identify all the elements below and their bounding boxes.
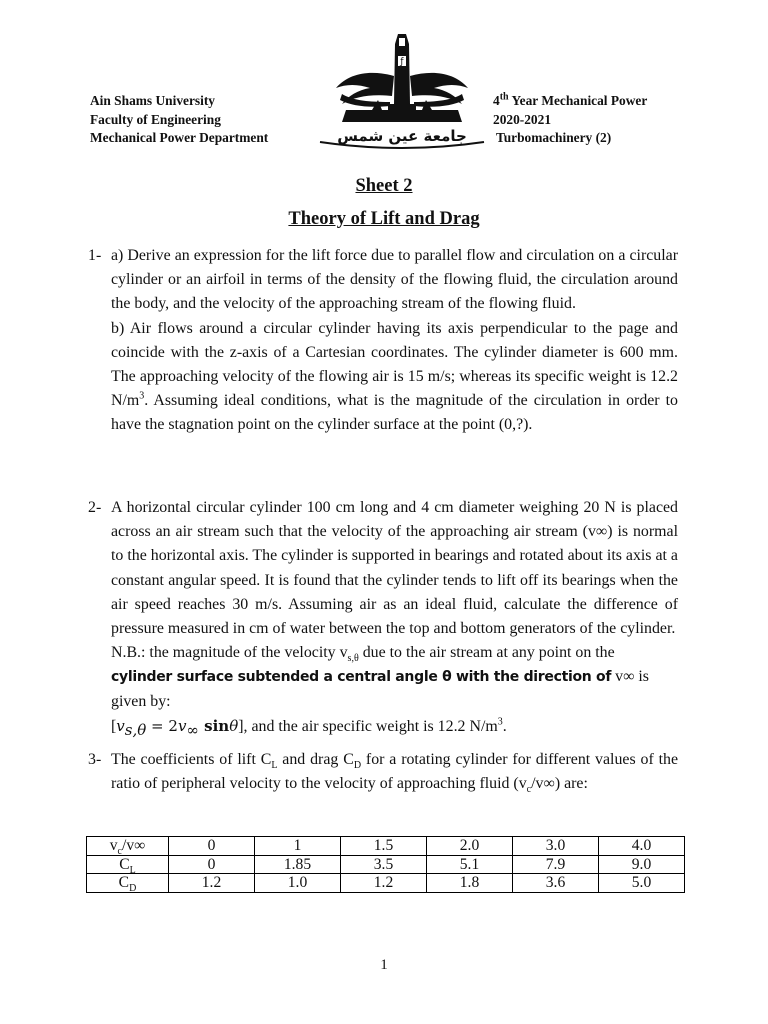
q3-part2: and drag C — [277, 751, 354, 768]
year-suffix: th — [499, 91, 509, 103]
velocity-subscript: s,θ — [347, 653, 359, 665]
table-cell: 1.0 — [255, 874, 341, 893]
year-program-text: Year Mechanical Power — [508, 93, 648, 108]
university-header — [90, 92, 268, 148]
eq-freestream-velocity: v — [177, 716, 187, 735]
table-cell: 0 — [169, 837, 255, 856]
academic-session: 2020-2021 — [493, 111, 552, 127]
question-number: 1- — [88, 247, 102, 264]
eq-bracket-open: [ — [111, 717, 117, 735]
row-label-main: C — [119, 855, 130, 873]
q3-part3: for a rotating cylinder for different values of the ratio of peripheral velocity to the velocity of approaching fluid (v — [111, 751, 679, 793]
drag-subscript: D — [353, 760, 362, 772]
table-cell: 1.85 — [255, 855, 341, 874]
eq-equals-two: = 2 — [146, 716, 178, 735]
university-name: Ain Shams University — [90, 93, 215, 108]
logo-arabic-text: جامعة عين شمس — [337, 127, 467, 145]
table-cell: 5.0 — [599, 874, 685, 893]
table-cell: 3.6 — [513, 874, 599, 893]
eq-velocity-subscript: s,θ — [124, 721, 147, 739]
question-2-text: A horizontal circular cylinder 100 cm long and 4 cm diameter weighing 20 N is placed across an air stream such that the velocity of the approaching air stream (v∞) is normal to the horizontal axis. The cylinder is supported in bearings and rotated about its axis at a constant angular speed. It is found that the cylinder tends to lift off its bearings when the air speed reaches 30 m/s. Assuming air as an ideal fluid, calculate the difference of pressure measured in cm of water between the top and bottom generators of the cylinder. — [111, 499, 678, 638]
topic-title: Theory of Lift and Drag — [288, 209, 480, 229]
question-2-note-cont — [111, 665, 678, 713]
row-label — [87, 855, 169, 874]
row-label-subscript: D — [129, 883, 137, 895]
question-2-equation — [111, 714, 678, 739]
coefficients-table — [86, 836, 685, 893]
question-1a-text: a) Derive an expression for the lift force due to parallel flow and circulation on a circular cylinder or an airfoil in terms of the density of the flowing fluid, the circulation around the body, and the velocity of the approaching stream of the flowing fluid. — [111, 247, 678, 313]
row-label-subscript: c — [117, 846, 122, 858]
question-number: 3- — [88, 751, 102, 768]
row-label — [87, 874, 169, 893]
eq-infinity-subscript: ∞ — [186, 721, 199, 739]
eq-theta: θ — [229, 716, 239, 735]
year-number: 4 — [493, 93, 500, 108]
table-row — [87, 837, 685, 856]
question-1b-text — [111, 317, 678, 438]
table-cell: 1.2 — [341, 874, 427, 893]
question-1b-part2: . Assuming ideal conditions, what is the magnitude of the circulation in order to have the stagnation point on the cylinder surface at the point (0,?). — [111, 392, 678, 434]
page-number: 1 — [380, 957, 388, 973]
department-name: Mechanical Power Department — [90, 130, 269, 145]
q3-part4: /v∞) are: — [531, 775, 588, 793]
table-cell: 4.0 — [599, 837, 685, 856]
eq-velocity: v — [116, 716, 125, 735]
table-cell: 9.0 — [599, 855, 685, 874]
table-row — [87, 855, 685, 874]
row-label-subscript: L — [129, 864, 136, 876]
sheet-title: Sheet 2 — [355, 176, 413, 196]
question-2 — [88, 496, 678, 739]
course-header — [493, 92, 647, 148]
question-2-note — [111, 641, 678, 665]
university-logo — [312, 30, 492, 156]
question-number: 2- — [88, 499, 102, 516]
q3-part1: The coefficients of lift C — [111, 751, 272, 768]
note-bold-text: cylinder surface subtended a central angle θ with the direction of — [111, 669, 612, 686]
question-3 — [88, 748, 678, 796]
exponent: 3 — [139, 390, 145, 402]
table-cell: 1.5 — [341, 837, 427, 856]
table-cell: 1 — [255, 837, 341, 856]
note-part3: v∞ is given by: — [111, 668, 649, 710]
faculty-name: Faculty of Engineering — [90, 111, 221, 127]
row-label-rest: /v∞ — [122, 837, 146, 855]
course-name: Turbomachinery (2) — [496, 130, 612, 145]
row-label-main: C — [118, 874, 130, 892]
eq-sin: sin — [198, 716, 230, 735]
table-cell: 3.0 — [513, 837, 599, 856]
table-cell: 3.5 — [341, 855, 427, 874]
table-cell: 1.8 — [427, 874, 513, 893]
table-cell: 7.9 — [513, 855, 599, 874]
table-cell: 5.1 — [427, 855, 513, 874]
question-3-text — [111, 748, 678, 796]
table-row — [87, 874, 685, 893]
question-1 — [88, 244, 678, 438]
table-cell: 1.2 — [169, 874, 255, 893]
peripheral-subscript: c — [526, 784, 532, 796]
row-label-main: v — [109, 837, 118, 855]
row-label — [87, 837, 169, 856]
lift-subscript: L — [271, 760, 278, 772]
note-part2: due to the air stream at any point on the — [358, 644, 615, 662]
exponent: 3 — [497, 716, 503, 728]
eq-period: . — [502, 717, 507, 735]
question-1b-part1: b) Air flows around a circular cylinder having its axis perpendicular to the page and coincide with the z-axis of a Cartesian coordinates. The cylinder diameter is 600 mm. The approaching velocity of the flowing air is 15 m/s; whereas its specific weight is 12.2 N/m — [111, 319, 678, 410]
year-program — [493, 92, 647, 111]
table-cell: 0 — [169, 855, 255, 874]
svg-text:ƒ: ƒ — [400, 57, 404, 67]
eq-rest: ], and the air specific weight is 12.2 N/m — [238, 717, 498, 735]
table-cell: 2.0 — [427, 837, 513, 856]
note-part1: N.B.: the magnitude of the velocity v — [111, 644, 348, 662]
